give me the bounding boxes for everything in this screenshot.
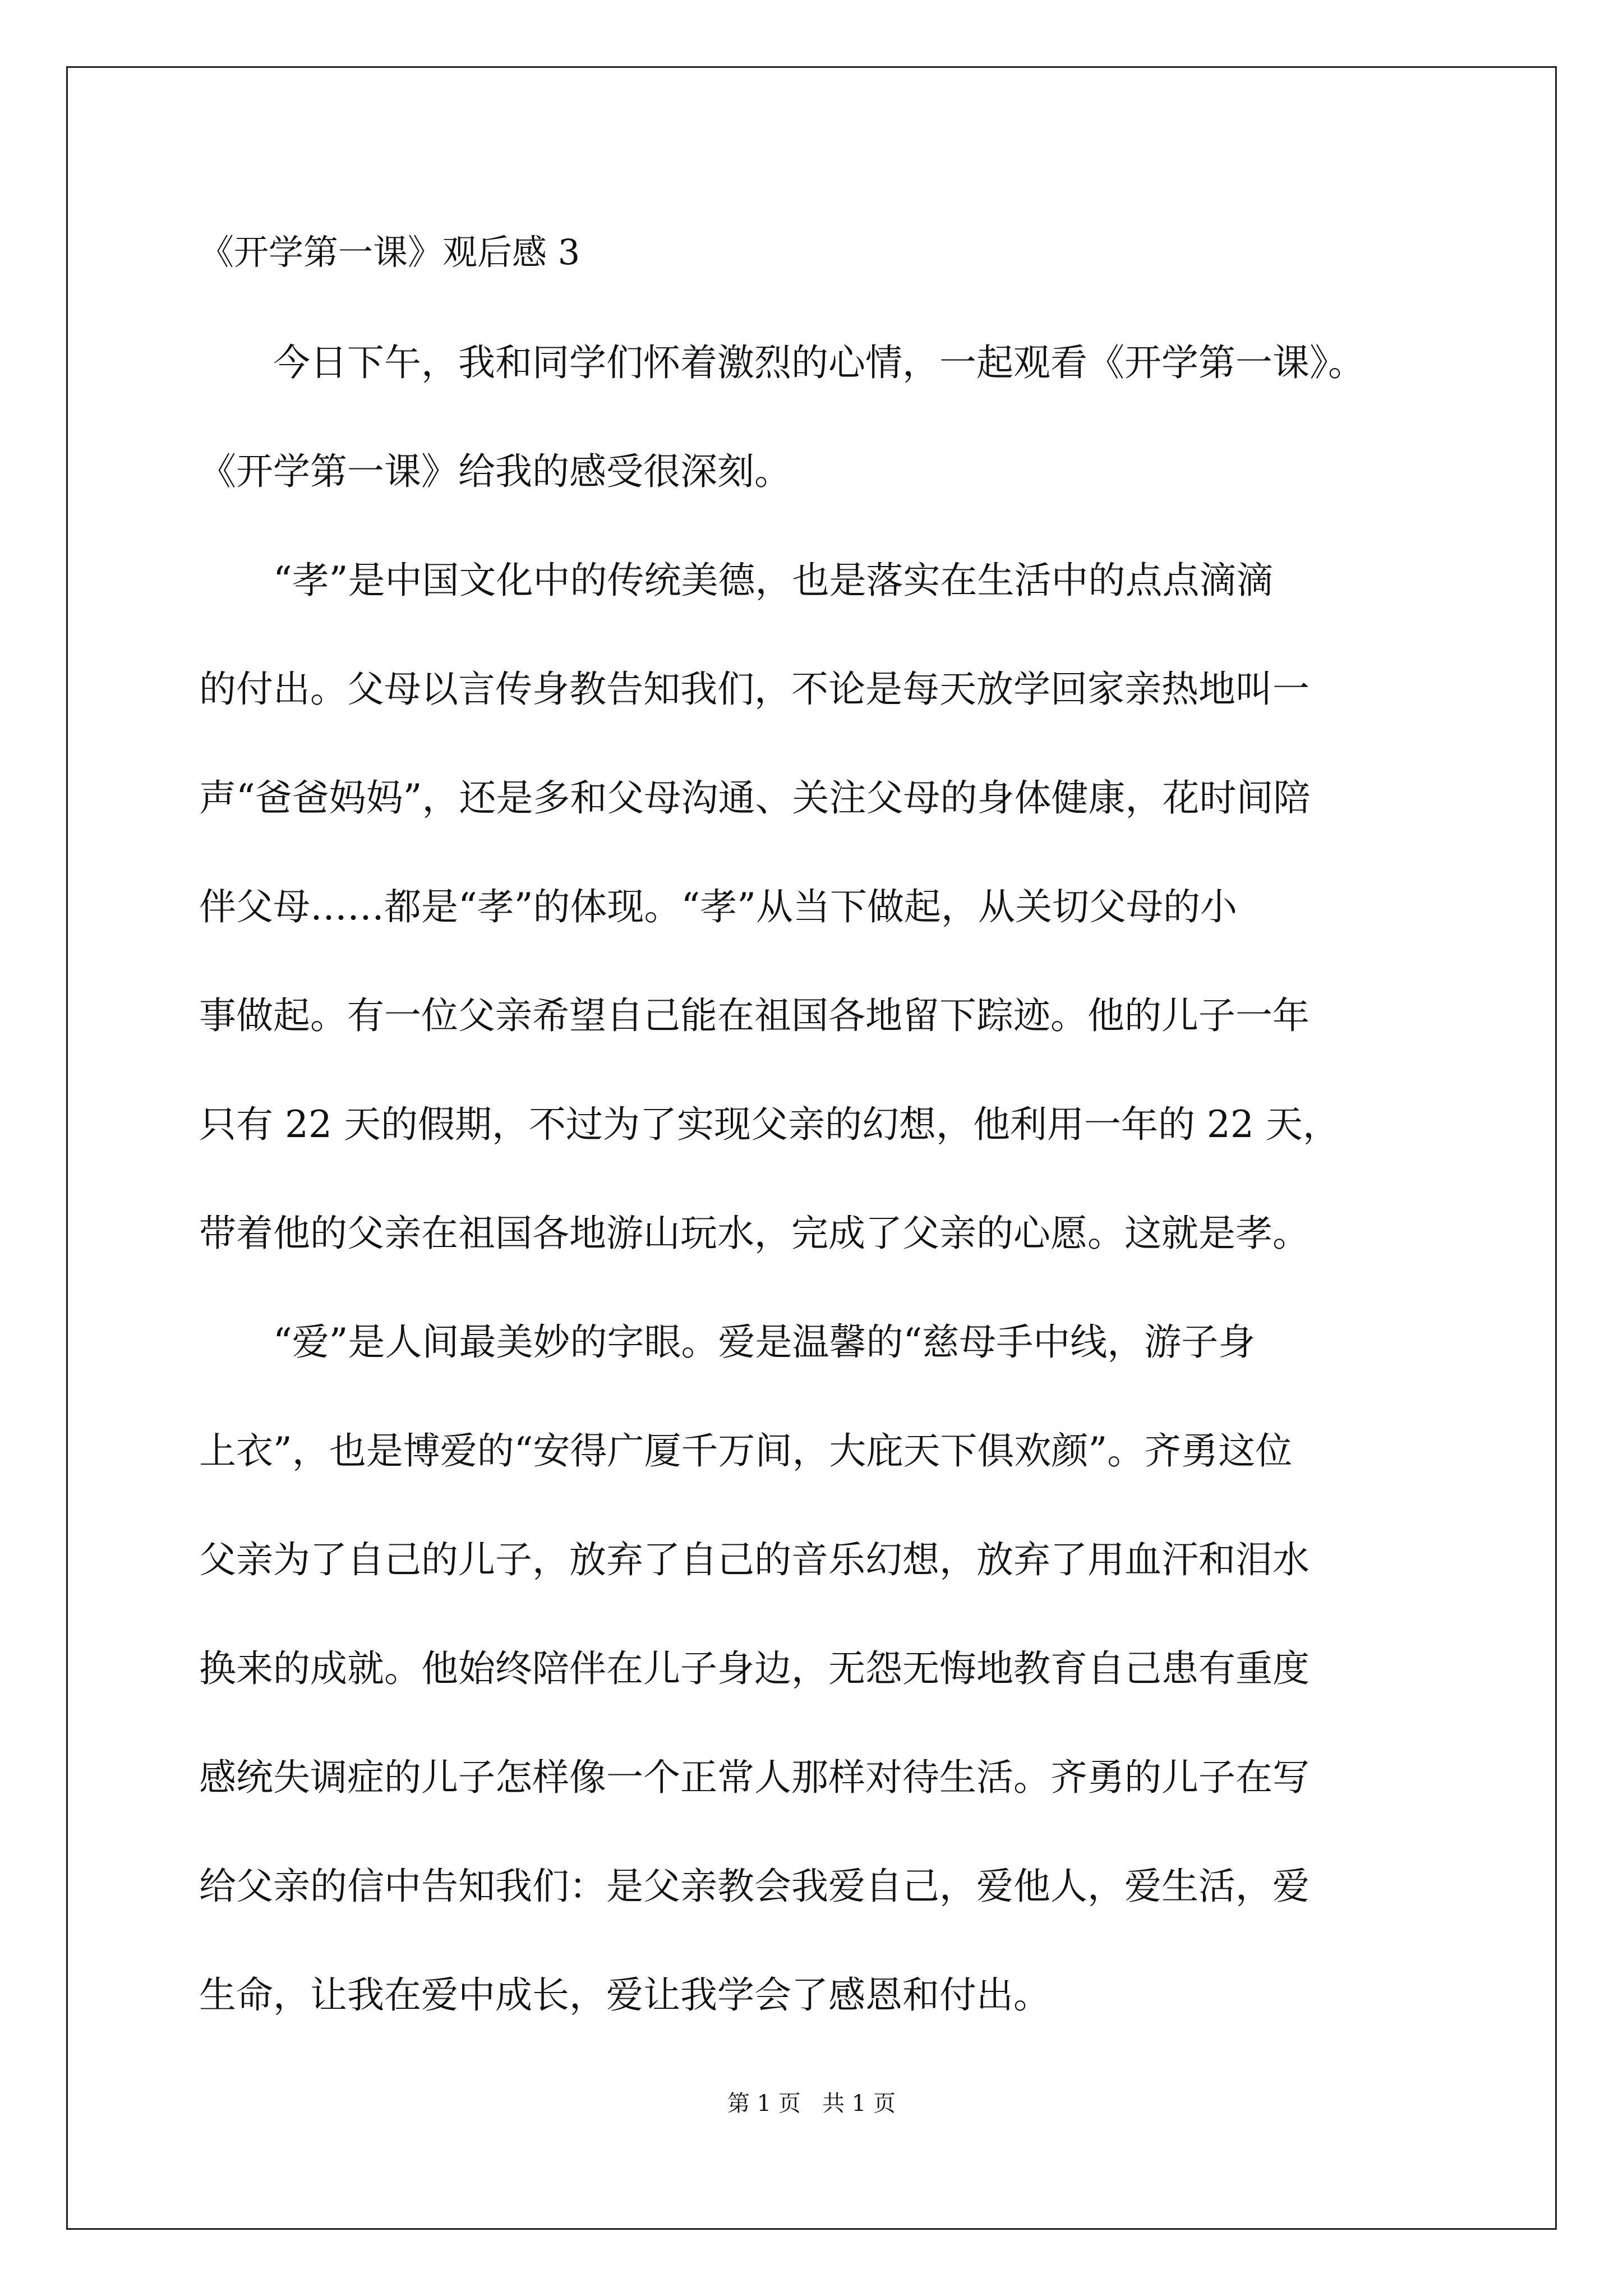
paragraph-line: 感统失调症的儿子怎样像一个正常人那样对待生活。齐勇的儿子在写 <box>199 1756 1310 1799</box>
paragraph-line: 《开学第一课》给我的感受很深刻。 <box>199 450 791 493</box>
paragraph-line: 换来的成就。他始终陪伴在儿子身边，无怨无悔地教育自己患有重度 <box>199 1647 1310 1690</box>
paragraph-line: “爱”是人间最美妙的字眼。爱是温馨的“慈母手中线，游子身 <box>273 1320 1256 1364</box>
paragraph-line: 上衣”，也是博爱的“安得广厦千万间，大庇天下俱欢颜”。齐勇这位 <box>199 1429 1293 1473</box>
paragraph-line: “孝”是中国文化中的传统美德，也是落实在生活中的点点滴滴 <box>273 559 1274 602</box>
paragraph-line: 的付出。父母以言传身教告知我们，不论是每天放学回家亲热地叫一 <box>199 668 1310 711</box>
paragraph-line: 事做起。有一位父亲希望自己能在祖国各地留下踪迹。他的儿子一年 <box>199 994 1310 1037</box>
paragraph-2 <box>199 526 1472 1288</box>
paragraph-line: 生命，让我在爱中成长，爱让我学会了感恩和付出。 <box>199 1973 1050 2017</box>
paragraph-line: 带着他的父亲在祖国各地游山玩水，完成了父亲的心愿。这就是孝。 <box>199 1212 1310 1255</box>
paragraph-line: 声“爸爸妈妈”，还是多和父母沟通、关注父母的身体健康，花时间陪 <box>199 776 1311 820</box>
paragraph-line: 只有 22 天的假期，不过为了实现父亲的幻想，他利用一年的 22 天， <box>199 1103 1340 1146</box>
document-body <box>199 219 1472 2050</box>
page-footer: 第 1 页 共 1 页 <box>727 2091 896 2116</box>
paragraph-3 <box>199 1288 1472 2050</box>
paragraph-line: 伴父母……都是“孝”的体现。“孝”从当下做起，从关切父母的小 <box>199 885 1237 928</box>
document-title: 《开学第一课》观后感 3 <box>199 232 580 273</box>
paragraph-1 <box>199 309 1472 526</box>
paragraph-line: 给父亲的信中告知我们：是父亲教会我爱自己，爱他人，爱生活，爱 <box>199 1865 1310 1908</box>
paragraph-line: 今日下午，我和同学们怀着激烈的心情，一起观看《开学第一课》。 <box>273 341 1365 384</box>
paragraph-line: 父亲为了自己的儿子，放弃了自己的音乐幻想，放弃了用血汗和泪水 <box>199 1538 1310 1581</box>
